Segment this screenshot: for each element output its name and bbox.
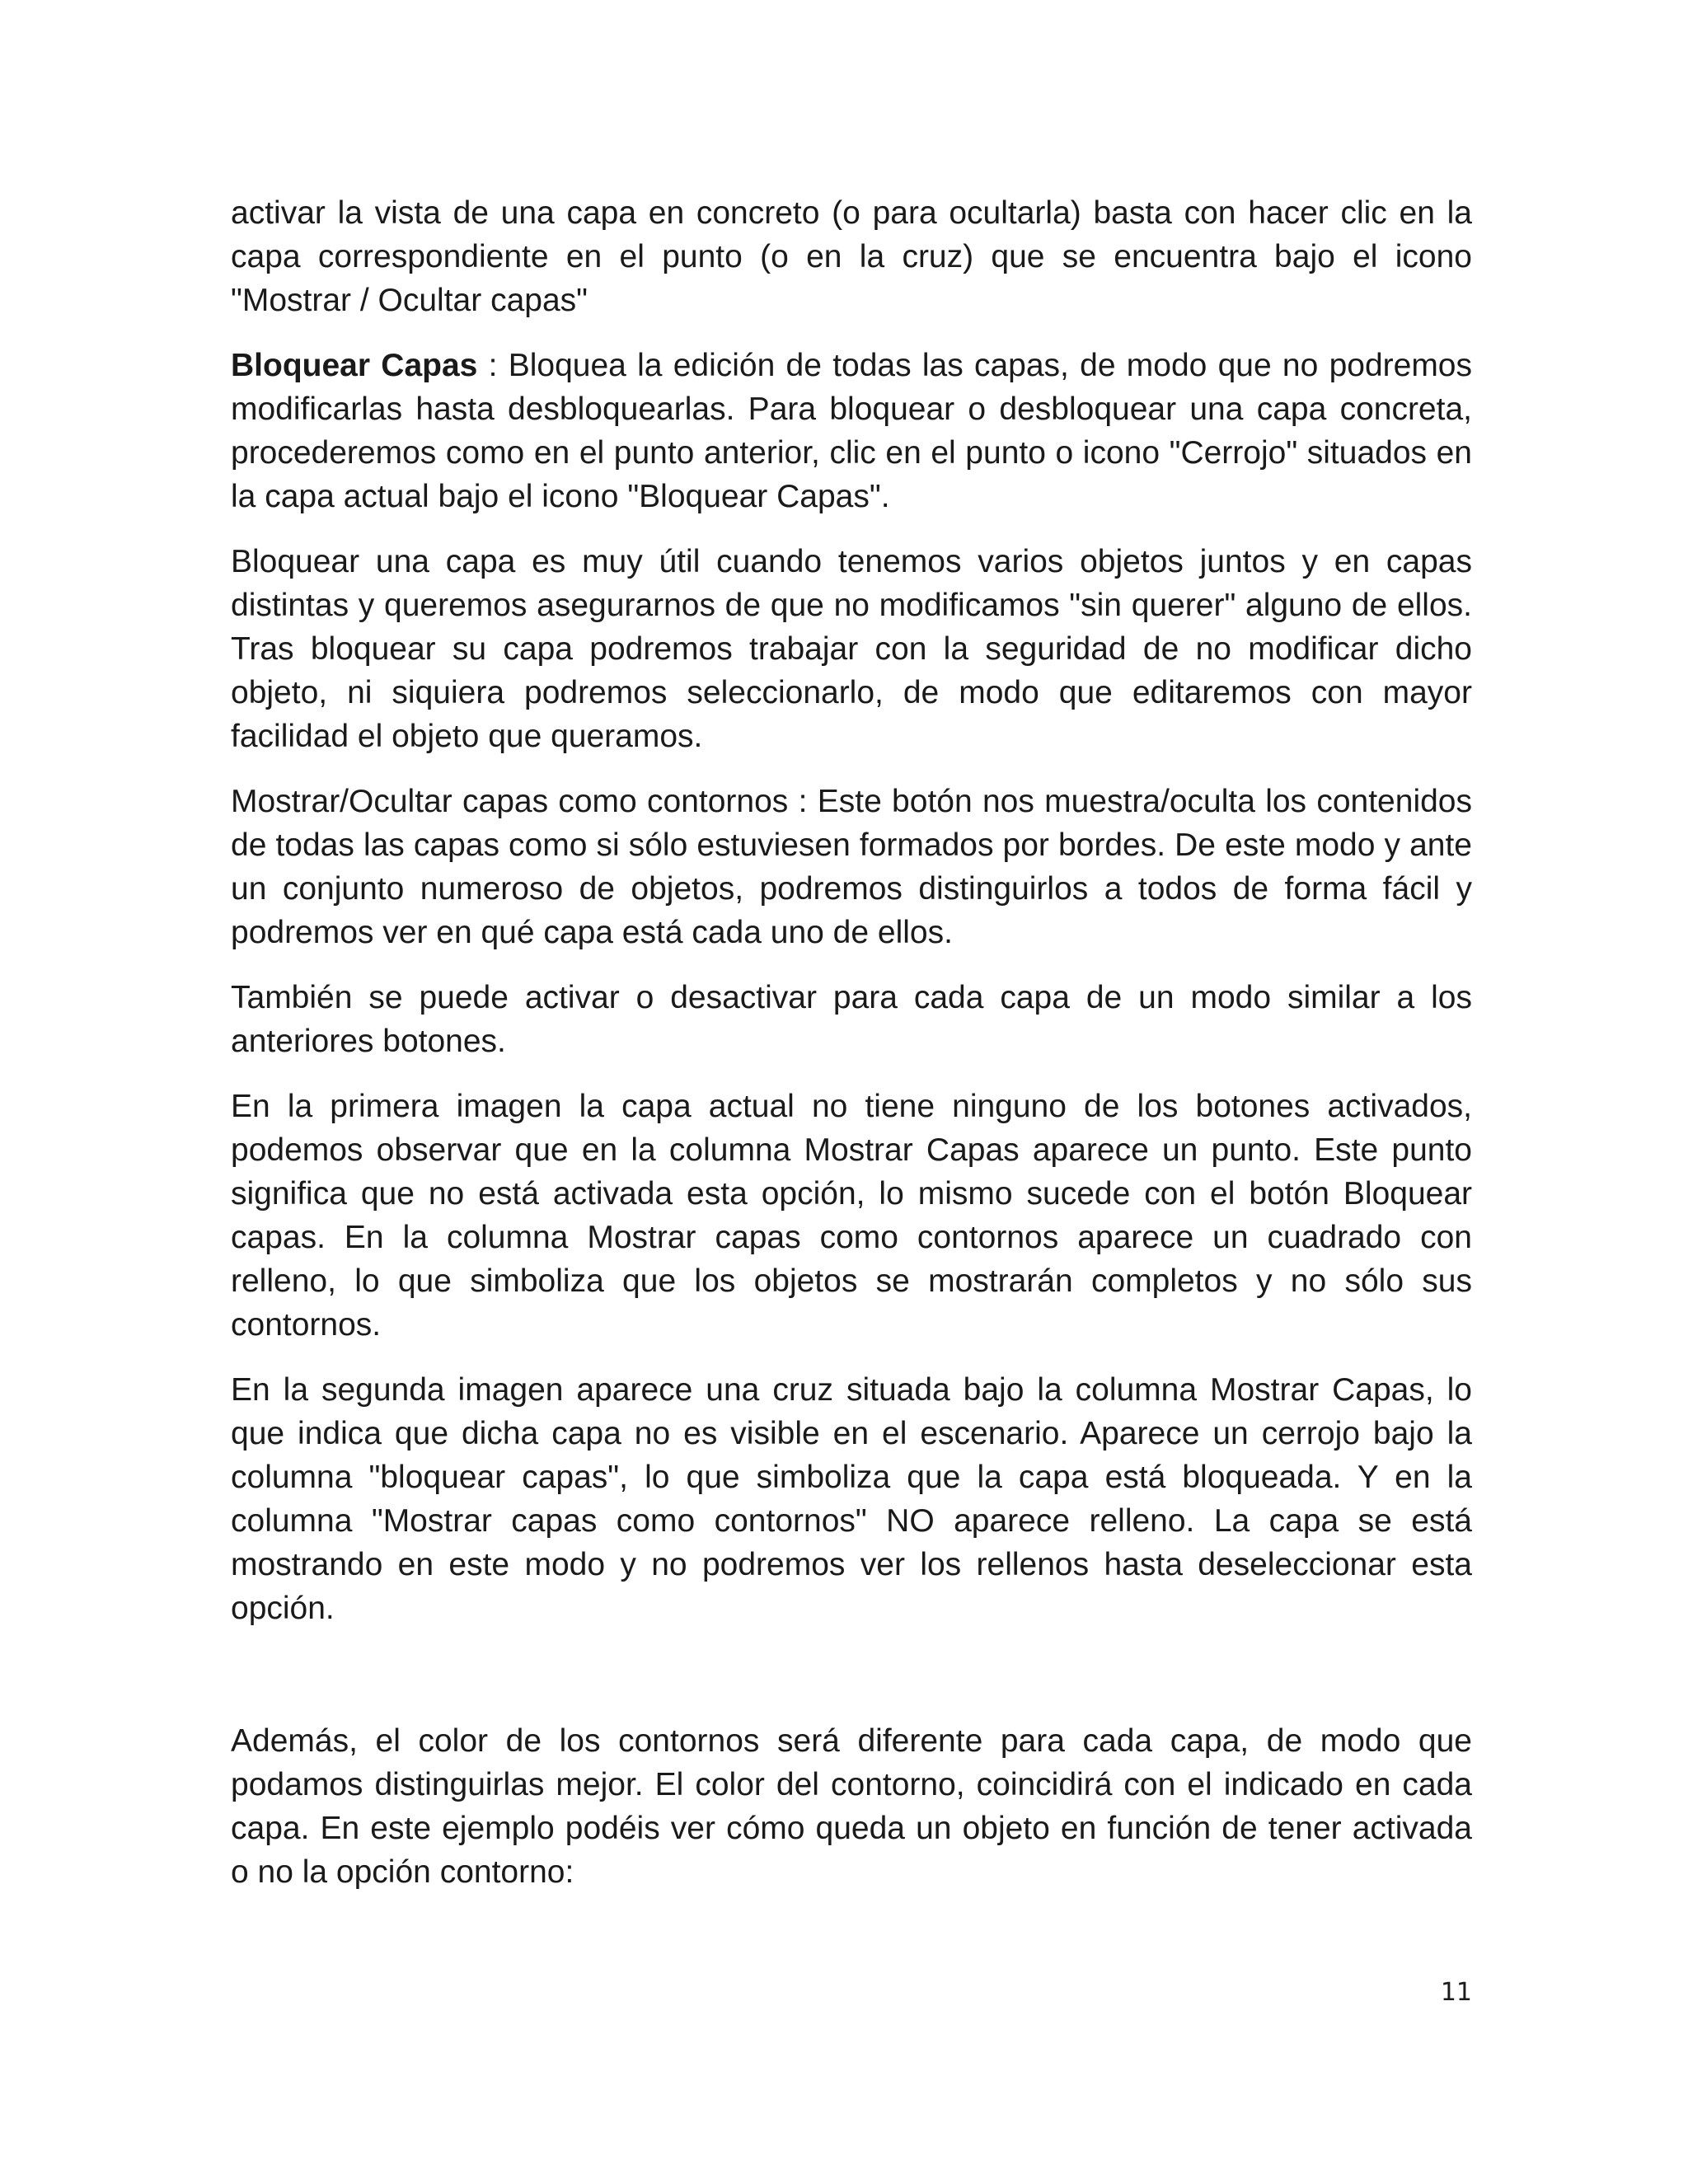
paragraph-outline-colors: Además, el color de los contornos será diferente para cada capa, de modo que podamos distinguirlas mejor. El color del contorno, coincidirá con el indicado en cada capa. En este ejemplo podéis ver cómo queda un objeto en función de tener activada o no la opción contorno:	[231, 1723, 1472, 1890]
paragraph-lock-layers-text: : Bloquea la edición de todas las capas, de modo que no podremos modificarlas hasta desbloquearlas. Para bloquear o desbloquear una capa concreta, procederemos como en el punto anterior, clic en el punto o icono "Cerrojo" situados en la capa actual bajo el icono "Bloquear Capas".	[231, 348, 1472, 514]
paragraph-lock-usefulness: Bloquear una capa es muy útil cuando tenemos varios objetos juntos y en capas distintas y queremos asegurarnos de que no modificamos "sin querer" alguno de ellos. Tras bloquear su capa podremos trabajar con la seguridad de no modificar dicho objeto, ni siquiera podremos seleccionarlo, de modo que editaremos con mayor facilidad el objeto que queramos.	[231, 544, 1472, 754]
paragraph-second-image: En la segunda imagen aparece una cruz situada bajo la columna Mostrar Capas, lo que indica que dicha capa no es visible en el escenario. Aparece un cerrojo bajo la columna "bloquear capas", lo que simboliza que la capa está bloqueada. Y en la columna "Mostrar capas como contornos" NO aparece relleno. La capa se está mostrando en este modo y no podremos ver los rellenos hasta deseleccionar esta opción.	[231, 1372, 1472, 1626]
paragraph-first-image: En la primera imagen la capa actual no tiene ninguno de los botones activados, podemos observar que en la columna Mostrar Capas aparece un punto. Este punto significa que no está activada esta opción, lo mismo sucede con el botón Bloquear capas. En la columna Mostrar capas como contornos aparece un cuadrado con relleno, lo que simboliza que los objetos se mostrarán completos y no sólo sus contornos.	[231, 1089, 1472, 1343]
paragraph-lock-layers	[231, 344, 1472, 518]
paragraph-outline-mode: Mostrar/Ocultar capas como contornos : Este botón nos muestra/oculta los contenidos de todas las capas como si sólo estuviesen formados por bordes. De este modo y ante un conjunto numeroso de objetos, podremos distinguirlos a todos de forma fácil y podremos ver en qué capa está cada uno de ellos.	[231, 784, 1472, 950]
document-body	[231, 191, 1472, 1915]
paragraph-per-layer-toggle: También se puede activar o desactivar para cada capa de un modo similar a los anteriores botones.	[231, 980, 1472, 1059]
paragraph-show-hide-layers: activar la vista de una capa en concreto (o para ocultarla) basta con hacer clic en la capa correspondiente en el punto (o en la cruz) que se encuentra bajo el icono "Mostrar / Ocultar capas"	[231, 195, 1472, 318]
page-number: 11	[1440, 1978, 1472, 2007]
term-bloquear-capas: Bloquear Capas	[231, 348, 478, 383]
